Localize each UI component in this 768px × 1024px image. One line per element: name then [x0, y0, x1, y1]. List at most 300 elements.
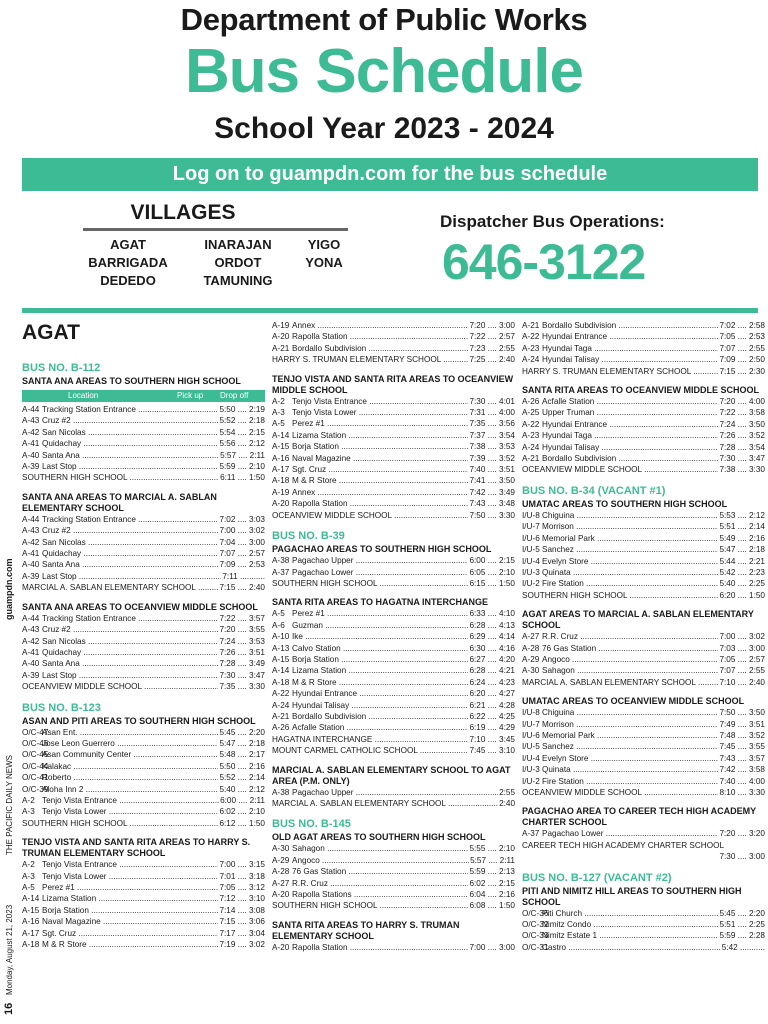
- table-row: [22, 670, 265, 681]
- stop-code: A-24: [522, 442, 540, 452]
- destination-row: [22, 818, 265, 829]
- destination-row: [22, 582, 265, 593]
- stop-location-text: Last Stop: [42, 571, 77, 581]
- stop-location-text: Castro: [542, 942, 567, 952]
- stop-location: [542, 354, 718, 365]
- stop-location: [292, 711, 468, 722]
- table-row: [22, 559, 265, 570]
- stop-times: 6:02 .... 2:10: [219, 807, 265, 817]
- stop-location-text: Morrison: [542, 522, 574, 532]
- stop-location: [292, 407, 468, 418]
- stop-code: O/C-36: [522, 908, 549, 918]
- destination-school-text: OCEANVIEW MIDDLE SCHOOL: [522, 788, 642, 797]
- route-title: SANTA ANA AREAS TO MARCIAL A. SABLAN ELEMENTARY SCHOOL: [22, 491, 217, 513]
- table-row: [22, 415, 265, 426]
- table-row: [22, 727, 265, 738]
- stop-location-text: R.R. Cruz: [542, 632, 578, 642]
- stop-code: A-5: [272, 419, 285, 429]
- stop-location-text: Quidachay: [42, 647, 82, 657]
- stop-code: A-25: [522, 408, 540, 418]
- stop-code: A-19: [272, 321, 290, 330]
- stop-times: 7:09 .... 2:53: [219, 560, 265, 570]
- stop-location: [42, 772, 218, 783]
- stop-location: [292, 430, 468, 441]
- stop-location: [542, 396, 718, 407]
- stop-location: [42, 613, 218, 624]
- stop-location-text: 76 Gas Station: [292, 867, 347, 877]
- stop-times: 7:45 .... 3:55: [719, 742, 765, 752]
- stop-location: [292, 866, 468, 877]
- stop-times: 7:35 .... 3:56: [469, 419, 515, 429]
- table-row: [522, 828, 765, 839]
- village-name: INARAJAN: [204, 237, 272, 252]
- stop-location: [542, 753, 718, 764]
- destination-school: [272, 578, 468, 589]
- page-number: 16: [3, 1002, 15, 1015]
- stop-times: 7:12 .... 3:10: [219, 894, 265, 904]
- stop-times: 6:27 .... 4:20: [469, 654, 515, 664]
- table-row: [272, 407, 515, 418]
- stop-location: [292, 453, 468, 464]
- village-name: TAMUNING: [203, 273, 273, 288]
- stop-location: [42, 727, 218, 738]
- stop-code: A-43: [22, 416, 40, 426]
- destination-school-text: SOUTHERN HIGH SCHOOL: [522, 590, 628, 600]
- stop-location: [42, 450, 219, 461]
- stop-location: [542, 343, 718, 354]
- destination-school: [522, 677, 718, 688]
- table-row: [22, 461, 265, 472]
- stop-times: 5:45 .... 2:20: [219, 727, 265, 737]
- route-title: PAGACHAO AREAS TO SOUTHERN HIGH SCHOOL: [272, 544, 492, 555]
- table-row: [22, 859, 265, 870]
- table-row: [272, 855, 515, 866]
- stop-code: I/U-4: [522, 753, 540, 763]
- stop-location: [292, 855, 469, 866]
- table-row: [22, 749, 265, 760]
- bus-number-heading: BUS NO. B-112: [22, 362, 101, 374]
- stop-location-text: Upper Truman: [542, 408, 595, 418]
- stop-code: O/C-39: [22, 784, 49, 794]
- stop-location: [292, 475, 468, 486]
- stop-code: A-2: [272, 396, 285, 406]
- destination-school-text: MARCIAL A. SABLAN ELEMENTARY SCHOOL: [272, 799, 446, 808]
- stop-location: [42, 939, 218, 950]
- stop-location-text: Evelyn Store: [542, 556, 589, 566]
- destination-times: 7:50 .... 3:30: [469, 510, 515, 520]
- table-row: [22, 928, 265, 939]
- stop-location-text: Santa Ana: [42, 450, 80, 460]
- table-row: [22, 871, 265, 882]
- destination-row: [522, 464, 765, 475]
- stop-code: A-23: [522, 431, 540, 441]
- destination-times: 6:20 .... 1:50: [719, 590, 765, 600]
- stop-code: A-22: [522, 332, 540, 342]
- stop-times: 7:01 .... 3:18: [219, 871, 265, 881]
- stop-location-text: Sgt. Cruz: [42, 928, 77, 938]
- table-header: [22, 390, 265, 402]
- stop-location-text: Perez #1: [42, 883, 75, 892]
- stop-times: 7:00 .... 3:15: [219, 860, 265, 870]
- stop-code: A-3: [22, 807, 35, 817]
- stop-times: 5:49 .... 2:16: [719, 533, 765, 543]
- stop-location-text: Tenjo Vista Entrance: [42, 795, 117, 805]
- table-row: [522, 753, 765, 764]
- stop-code: A-15: [272, 442, 290, 452]
- school-year: School Year 2023 - 2024: [214, 112, 554, 145]
- route-title: UMATAC AREAS TO SOUTHERN HIGH SCHOOL: [522, 498, 728, 509]
- destination-school-text: MOUNT CARMEL CATHOLIC SCHOOL: [272, 746, 418, 756]
- stop-times: 7:02 .... 3:03: [219, 514, 265, 524]
- stop-location: [42, 514, 218, 525]
- stop-times: 6:28 .... 4:13: [469, 620, 515, 630]
- stop-location: [542, 730, 718, 741]
- route-title: PAGACHAO AREA TO CAREER TECH HIGH ACADEMY CHARTER SCHOOL: [522, 806, 757, 828]
- stop-location-text: Naval Magazine: [42, 917, 101, 927]
- stop-code: A-2: [22, 860, 35, 870]
- stop-times: 5:44 .... 2:21: [719, 556, 765, 566]
- stop-times: 5:59 .... 2:28: [719, 931, 765, 941]
- stop-times: 7:24 .... 3:53: [219, 636, 265, 646]
- stop-code: A-40: [22, 659, 40, 669]
- route-title: SANTA RITA AREAS TO OCEANVIEW MIDDLE SCHOOL: [522, 385, 760, 396]
- stop-location-text: Roberto: [42, 773, 72, 783]
- stop-times: 5:53 .... 2:12: [719, 510, 765, 520]
- stop-code: A-43: [22, 625, 40, 635]
- destination-row: [272, 578, 515, 589]
- stop-code: A-27: [272, 878, 290, 888]
- destination-times: 7:45 .... 3:10: [469, 746, 515, 756]
- stop-location-text: San Nicolas: [42, 537, 86, 547]
- table-row: [22, 905, 265, 916]
- destination-row: [522, 590, 765, 601]
- stop-code: A-3: [272, 408, 285, 418]
- stop-code: I/U-5: [522, 742, 540, 752]
- stop-location: [292, 643, 468, 654]
- stop-location-text: Sahagon: [542, 666, 575, 676]
- stop-code: A-41: [22, 647, 40, 657]
- stop-location-text: Tracking Station Entrance: [42, 514, 136, 524]
- stop-location: [292, 942, 468, 953]
- table-row: [272, 441, 515, 452]
- stop-times: 5:57 .... 2:11: [470, 855, 515, 865]
- stop-times: 5:59 .... 2:13: [469, 867, 515, 877]
- stop-location: [292, 343, 468, 354]
- stop-times: 6:30 .... 4:16: [469, 643, 515, 653]
- stop-code: O/C-32: [522, 920, 549, 930]
- website-name: guampdn.com: [4, 558, 14, 620]
- table-row: [522, 578, 765, 589]
- destination-row: [522, 366, 765, 377]
- stop-location-text: Santa Ana: [42, 659, 80, 669]
- table-row: [522, 442, 765, 453]
- stop-location-text: Rapolla Stations: [292, 890, 352, 900]
- stop-code: A-21: [522, 454, 540, 464]
- stop-location-text: Tenjo Vista Entrance: [292, 396, 367, 406]
- stop-location: [542, 521, 718, 532]
- stop-times: 7:30 .... 3:47: [219, 670, 265, 680]
- stop-location: [292, 631, 468, 642]
- stop-location: [292, 320, 468, 331]
- stop-location-text: Angoco: [292, 855, 320, 865]
- stop-location: [292, 567, 468, 578]
- stop-location: [542, 908, 718, 919]
- table-row: [522, 419, 765, 430]
- stop-location-text: Borja Station: [292, 654, 339, 664]
- stop-location: [42, 548, 218, 559]
- stop-location: [42, 647, 218, 658]
- table-row: [522, 407, 765, 418]
- stop-location-text: Sahagon: [292, 844, 325, 854]
- stop-code: I/U-2: [522, 776, 540, 786]
- destination-school-text: SOUTHERN HIGH SCHOOL: [22, 818, 128, 828]
- table-row: [522, 764, 765, 775]
- stop-location: [42, 795, 219, 806]
- stop-location: [42, 404, 218, 415]
- stop-code: A-26: [272, 723, 290, 733]
- stop-location-text: Acfalle Station: [542, 397, 595, 407]
- stop-code: A-18: [22, 940, 40, 950]
- table-row: [272, 343, 515, 354]
- stop-code: A-44: [22, 514, 40, 524]
- table-row: [272, 677, 515, 688]
- stop-times: 5:50 .... 2:16: [219, 761, 265, 771]
- destination-times: 7:25 .... 2:40: [469, 355, 515, 365]
- destination-times: 8:10 .... 3:30: [719, 788, 765, 797]
- stop-times: 7:00 .... 3:00: [469, 942, 515, 952]
- table-row: [272, 396, 515, 407]
- stop-times: 7:07 .... 2:55: [719, 666, 765, 676]
- stop-location-text: Lizama Station: [292, 666, 347, 676]
- stop-code: A-21: [522, 321, 540, 330]
- table-row: [22, 761, 265, 772]
- stop-location: [42, 806, 218, 817]
- stop-times: 5:40 .... 2:25: [719, 579, 765, 589]
- stop-location-text: Evelyn Store: [542, 753, 589, 763]
- stop-code: A-20: [272, 332, 290, 342]
- stop-location-text: Rapolla Station: [292, 942, 348, 952]
- department-title: Department of Public Works: [180, 2, 588, 37]
- stop-location: [42, 893, 218, 904]
- destination-times: 6:08 .... 1:50: [469, 901, 515, 911]
- stop-times: 7:19 .... 3:02: [219, 940, 265, 950]
- stop-location: [292, 843, 468, 854]
- stop-location-text: Tenjo Vista Lower: [292, 408, 357, 418]
- stop-location-text: Borja Station: [42, 905, 89, 915]
- stop-times: 5:42 .... 2:23: [719, 567, 765, 577]
- stop-location-text: Last Stop: [42, 462, 77, 472]
- destination-school-text: OCEANVIEW MIDDLE SCHOOL: [522, 465, 642, 475]
- stop-code: O/C-44: [22, 761, 49, 771]
- village-name: AGAT: [110, 237, 146, 252]
- table-row: [272, 889, 515, 900]
- stop-times: 7:30 .... 4:01: [469, 396, 515, 406]
- destination-times: 7:15 .... 2:40: [219, 583, 265, 593]
- table-row: [272, 878, 515, 889]
- stop-times: 6:05 .... 2:10: [469, 567, 515, 577]
- stop-code: A-5: [272, 609, 285, 619]
- stop-location-text: Jose Leon Guerrero: [42, 738, 115, 748]
- stop-times: 7:26 .... 3:52: [719, 431, 765, 441]
- stop-code: A-39: [22, 670, 40, 680]
- stop-code: A-21: [272, 711, 290, 721]
- route-title: SANTA RITA AREAS TO HARRY S. TRUMAN ELEMENTARY SCHOOL: [272, 919, 460, 941]
- stop-location: [292, 608, 468, 619]
- stop-code: A-38: [272, 787, 290, 797]
- table-row: [522, 567, 765, 578]
- stop-location-text: Sgt. Cruz: [292, 465, 327, 475]
- stop-times: 7:22 .... 3:58: [719, 408, 765, 418]
- schedule-column-2: [272, 320, 515, 953]
- village-name: BARRIGADA: [88, 255, 168, 270]
- destination-school-text: OCEANVIEW MIDDLE SCHOOL: [272, 510, 392, 520]
- stop-times: 7:24 .... 3:50: [719, 419, 765, 429]
- destination-school-text: MARCIAL A. SABLAN ELEMENTARY SCHOOL: [522, 677, 696, 687]
- stop-location-text: Tenjo Vista Lower: [42, 807, 107, 817]
- stop-times: 7:30 .... 3:47: [719, 454, 765, 464]
- stop-times: 7:26 .... 3:51: [219, 647, 265, 657]
- destination-times: 7:38 .... 3:30: [719, 465, 765, 475]
- stop-location: [42, 761, 218, 772]
- destination-school: [522, 366, 718, 377]
- stop-location: [542, 331, 718, 342]
- destination-school: CAREER TECH HIGH ACADEMY CHARTER SCHOOL: [522, 840, 724, 850]
- stop-location-text: Pagachao Upper: [292, 787, 354, 797]
- stop-location-text: Kalakac: [42, 761, 72, 771]
- stop-location: [292, 464, 468, 475]
- table-row: [22, 784, 265, 795]
- stop-code: I/U-6: [522, 730, 540, 740]
- header-divider: [22, 308, 758, 313]
- stop-code: A-16: [272, 453, 290, 463]
- stop-location-text: Perez #1: [292, 419, 325, 429]
- stop-location-text: Calvo Station: [292, 643, 341, 653]
- stop-times: 6:20 .... 4:27: [469, 689, 515, 699]
- stop-location-text: Hyundai Entrance: [292, 689, 358, 699]
- stop-times: 5:48 .... 2:17: [219, 750, 265, 760]
- stop-code: A-44: [22, 613, 40, 623]
- stop-location-text: Hyundai Entrance: [542, 332, 608, 342]
- destination-school-text: OCEANVIEW MIDDLE SCHOOL: [22, 682, 142, 692]
- destination-school: [272, 745, 468, 756]
- stop-code: A-6: [272, 620, 285, 630]
- stop-location-text: Quinata: [542, 765, 571, 775]
- stop-code: A-2: [22, 795, 35, 805]
- stop-location: [42, 928, 218, 939]
- stop-code: A-16: [22, 917, 40, 927]
- stop-times: 7:49 .... 3:51: [719, 719, 765, 729]
- stop-times: 5:55 .... 2:10: [469, 844, 515, 854]
- stop-times: 5:59 .... 2:10: [219, 462, 265, 472]
- stop-location: [292, 441, 468, 452]
- destination-school: [22, 582, 218, 593]
- stop-times: 6:22 .... 4:25: [469, 711, 515, 721]
- stop-location-text: Pagachao Upper: [292, 556, 354, 566]
- destination-times: 6:15 .... 1:50: [469, 578, 515, 588]
- stop-code: A-22: [522, 419, 540, 429]
- bus-number-heading: BUS NO. B-39: [272, 530, 345, 543]
- table-row: [22, 795, 265, 806]
- destination-times: 7:10 .... 2:40: [719, 677, 765, 687]
- stop-location-text: Bordallo Subdivision: [292, 711, 367, 721]
- table-row: [522, 331, 765, 342]
- destination-school: [22, 472, 219, 483]
- stop-code: I/U-3: [522, 765, 540, 775]
- table-row: [522, 544, 765, 555]
- route-title: OLD AGAT AREAS TO SOUTHERN HIGH SCHOOL: [272, 832, 486, 843]
- route-title: PITI AND NIMITZ HILL AREAS TO SOUTHERN HIGH SCHOOL: [522, 885, 742, 907]
- table-row: [22, 450, 265, 461]
- stop-code: I/U-5: [522, 545, 540, 555]
- table-row: [22, 514, 265, 525]
- destination-school: [522, 464, 718, 475]
- stop-location: [42, 461, 218, 472]
- destination-school: [22, 818, 218, 829]
- destination-times: 7:35 .... 3:30: [219, 682, 265, 692]
- stop-location-text: M & R Store: [292, 476, 337, 486]
- stop-times: 5:40 .... 2:12: [219, 784, 265, 794]
- dispatcher-label: Dispatcher Bus Operations:: [440, 212, 665, 231]
- destination-row: [522, 677, 765, 688]
- stop-times: 5:52 .... 2:14: [219, 773, 265, 783]
- stop-location: [42, 438, 218, 449]
- stop-location-text: M & R Store: [42, 940, 87, 950]
- stop-location-text: Tracking Station Entrance: [42, 405, 136, 414]
- village-name: YONA: [305, 255, 343, 270]
- table-row: [22, 571, 265, 582]
- stop-location: [292, 688, 468, 699]
- bus-number-heading: BUS NO. B-127 (VACANT #2): [522, 871, 672, 884]
- table-row: [272, 722, 515, 733]
- stop-location-text: Cruz #2: [42, 625, 71, 635]
- destination-row: [272, 745, 515, 756]
- stop-code: A-42: [22, 427, 40, 437]
- stop-location-text: 76 Gas Station: [542, 643, 597, 653]
- stop-location: [542, 707, 718, 718]
- stop-location: [292, 878, 468, 889]
- stop-code: I/U-3: [522, 567, 540, 577]
- stop-times: 7:37 .... 3:54: [469, 430, 515, 440]
- stop-code: A-18: [272, 677, 290, 687]
- stop-times: 7:41 .... 3:50: [469, 476, 515, 486]
- stop-times: 6:00 .... 2:15: [469, 556, 515, 566]
- destination-times: 2:40: [499, 799, 515, 808]
- table-row: [522, 453, 765, 464]
- stop-location: [292, 498, 468, 509]
- table-row: [272, 654, 515, 665]
- table-row: [522, 719, 765, 730]
- stop-location: [542, 510, 718, 521]
- stop-location-text: Nimitz Condo: [542, 920, 592, 930]
- stop-times: 5:47 .... 2:18: [219, 738, 265, 748]
- stop-code: A-5: [22, 883, 35, 892]
- table-row: [522, 908, 765, 919]
- destination-school-text: HARRY S. TRUMAN ELEMENTARY SCHOOL: [522, 366, 691, 376]
- stop-location: [42, 905, 218, 916]
- stop-times: 5:56 .... 2:12: [219, 439, 265, 449]
- village-name: DEDEDO: [100, 273, 156, 288]
- stop-code: A-23: [522, 343, 540, 353]
- stop-location-text: Bordallo Subdivision: [292, 343, 367, 353]
- stop-location-text: Tenjo Vista Entrance: [42, 860, 117, 870]
- stop-location-text: Hyundai Talisay: [542, 355, 600, 365]
- table-row: [22, 624, 265, 635]
- table-row: [22, 893, 265, 904]
- bus-number-heading: BUS NO. B-34 (VACANT #1): [522, 484, 666, 497]
- stop-code: A-41: [22, 439, 40, 449]
- table-row: [272, 643, 515, 654]
- stop-location-text: Morrison: [542, 719, 574, 729]
